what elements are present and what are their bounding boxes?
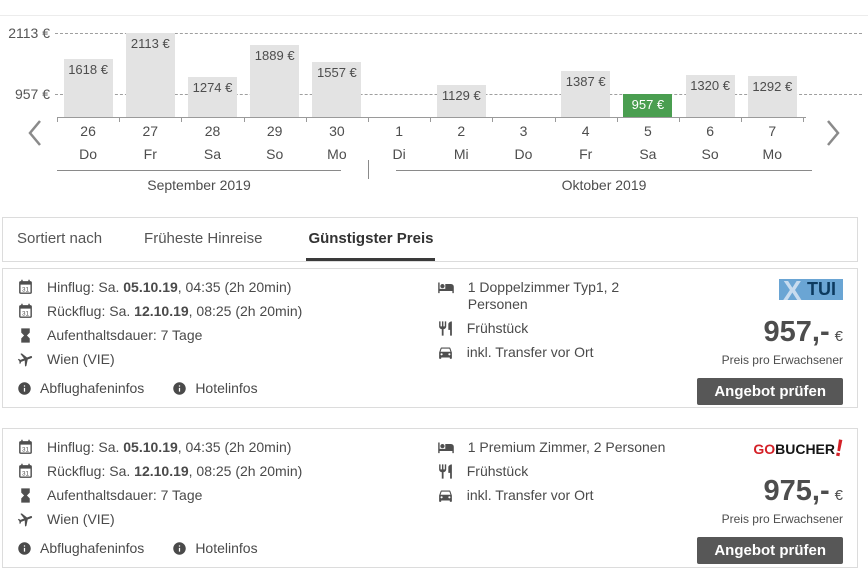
price-bar-label: 2113 €	[130, 36, 170, 51]
price-currency: €	[834, 487, 843, 504]
bed-icon	[437, 439, 455, 456]
airport-row	[17, 351, 437, 368]
month-line-oktober	[396, 170, 812, 171]
price-column	[677, 275, 843, 400]
axis-tick	[679, 117, 680, 122]
gobucher-logo-go: GO	[753, 441, 776, 457]
price-bar[interactable]	[250, 45, 299, 117]
day-number: 27	[142, 123, 159, 139]
svg-text:31: 31	[21, 470, 30, 478]
bed-icon	[437, 279, 455, 296]
month-label-september: September 2019	[147, 177, 251, 193]
gobucher-logo-rest: BUCHER	[775, 441, 835, 457]
day-number: 1	[395, 123, 403, 139]
weekday-label: Sa	[203, 146, 222, 162]
weekday-label: Mi	[453, 146, 469, 162]
price-bar-label: 1889 €	[254, 47, 295, 63]
x-axis-line	[57, 117, 806, 118]
price-bar[interactable]	[188, 77, 237, 117]
room-row	[437, 439, 678, 456]
return-flight-text: Rückflug: Sa. 12.10.19, 08:25 (2h 20min)	[47, 303, 303, 319]
outbound-flight-text: Hinflug: Sa. 05.10.19, 04:35 (2h 20min)	[47, 439, 292, 455]
price-bar-label: 1292 €	[752, 79, 793, 95]
board-text: Frühstück	[466, 320, 529, 336]
info-icon	[172, 541, 187, 556]
return-flight-row	[17, 303, 437, 320]
hourglass-icon	[17, 327, 34, 344]
axis-tick	[119, 117, 120, 122]
day-column[interactable]	[555, 123, 617, 162]
calendar-icon	[17, 463, 34, 480]
weekday-label: So	[701, 146, 719, 162]
tab-frueheste-hinreise[interactable]: Früheste Hinreise	[144, 230, 263, 247]
price-note: Preis pro Erwachsener	[721, 353, 843, 367]
price-currency: €	[834, 328, 843, 345]
duration-row	[17, 327, 437, 344]
airport-row	[17, 511, 437, 528]
day-column[interactable]	[57, 123, 119, 162]
hotel-info-link[interactable]: Hotelinfos	[172, 380, 257, 396]
transfer-text: inkl. Transfer vor Ort	[466, 487, 594, 503]
axis-tick	[555, 117, 556, 122]
transfer-row	[437, 344, 678, 361]
price-bar-label: 1557 €	[317, 65, 357, 81]
price-bar[interactable]	[686, 75, 735, 117]
duration-text: Aufenthaltsdauer: 7 Tage	[47, 487, 203, 503]
day-number: 3	[519, 123, 528, 139]
room-row	[437, 279, 678, 313]
axis-tick	[430, 117, 431, 122]
prev-week-chevron-icon[interactable]	[26, 118, 46, 148]
price-bar[interactable]	[748, 76, 797, 117]
calendar-icon	[17, 279, 34, 296]
board-row	[437, 463, 678, 480]
return-flight-row	[17, 463, 437, 480]
airplane-icon	[17, 351, 34, 368]
weekday-label: Fr	[579, 146, 593, 162]
transfer-text: inkl. Transfer vor Ort	[466, 344, 594, 360]
outbound-flight-text: Hinflug: Sa. 05.10.19, 04:35 (2h 20min)	[47, 279, 292, 295]
day-column[interactable]	[492, 123, 554, 162]
price-bar-label: 1320 €	[690, 77, 730, 93]
next-week-chevron-icon[interactable]	[822, 118, 842, 148]
board-row	[437, 320, 678, 337]
hotel-info-link[interactable]: Hotelinfos	[172, 540, 257, 556]
day-number: 6	[706, 123, 714, 139]
weekday-label: Do	[514, 146, 533, 162]
price-bar-label: 1618 €	[68, 62, 108, 78]
weekday-label: Di	[392, 146, 406, 162]
flight-details-column	[17, 439, 437, 557]
gridline-max	[55, 33, 862, 34]
day-column[interactable]	[430, 123, 492, 162]
axis-tick	[181, 117, 182, 122]
price-bar[interactable]	[312, 62, 361, 117]
price-column	[677, 434, 846, 559]
flight-details-column	[17, 279, 437, 397]
axis-tick	[244, 117, 245, 122]
day-number: 29	[266, 123, 283, 139]
axis-tick	[492, 117, 493, 122]
outbound-flight-row	[17, 279, 437, 296]
weekday-label: Sa	[639, 146, 657, 162]
svg-text:31: 31	[21, 286, 30, 294]
axis-tick	[741, 117, 742, 122]
price-note: Preis pro Erwachsener	[721, 512, 843, 526]
axis-tick	[617, 117, 618, 122]
airport-text: Wien (VIE)	[47, 351, 115, 367]
calendar-icon	[17, 303, 34, 320]
day-number: 2	[457, 123, 466, 139]
day-column[interactable]	[181, 123, 243, 162]
day-number: 28	[204, 123, 221, 139]
tui-logo-x: X	[783, 275, 802, 306]
hotel-details-column	[437, 439, 678, 557]
price-bar[interactable]	[126, 33, 175, 117]
y-axis-label-min: 957 €	[14, 86, 50, 102]
weekday-label: Fr	[143, 146, 157, 162]
hourglass-icon	[17, 487, 34, 504]
day-column[interactable]	[679, 123, 741, 162]
svg-text:31: 31	[21, 310, 30, 318]
gobucher-logo	[753, 434, 846, 463]
day-number: 5	[643, 123, 652, 139]
outbound-flight-row	[17, 439, 437, 456]
month-divider	[368, 160, 369, 179]
day-number: 26	[80, 123, 96, 139]
restaurant-icon	[437, 463, 454, 480]
price-calendar-chart	[0, 0, 868, 205]
check-offer-button[interactable]: Angebot prüfen	[697, 378, 843, 405]
price-bar-label: 1387 €	[565, 74, 606, 90]
day-number: 30	[329, 123, 345, 139]
transfer-row	[437, 487, 678, 504]
price-bar[interactable]	[437, 85, 486, 117]
tab-guenstigster-preis[interactable]: Günstigster Preis	[308, 218, 433, 261]
info-links-row	[17, 540, 437, 556]
weekday-label: Mo	[327, 146, 347, 162]
price-line	[764, 316, 843, 349]
day-number: 7	[768, 123, 777, 139]
duration-row	[17, 487, 437, 504]
price-bar-label: 1129 €	[441, 87, 481, 103]
price-value: 975,-	[763, 475, 830, 507]
price-bar[interactable]	[64, 59, 113, 117]
airport-info-link[interactable]: Abflughafeninfos	[17, 380, 144, 396]
axis-tick	[306, 117, 307, 122]
axis-tick	[368, 117, 369, 122]
airport-text: Wien (VIE)	[47, 511, 115, 527]
info-icon	[172, 381, 187, 396]
month-line-september	[57, 170, 341, 171]
return-flight-text: Rückflug: Sa. 12.10.19, 08:25 (2h 20min)	[47, 463, 303, 479]
weekday-label: Do	[79, 146, 98, 162]
y-axis-label-max: 2113 €	[8, 25, 50, 41]
price-bar-selected[interactable]	[623, 94, 672, 117]
day-column[interactable]	[306, 123, 368, 162]
day-column[interactable]	[119, 123, 181, 162]
info-icon	[17, 541, 32, 556]
airport-info-link[interactable]: Abflughafeninfos	[17, 540, 144, 556]
svg-text:31: 31	[21, 446, 30, 454]
chart-top-border	[0, 15, 868, 16]
day-column[interactable]	[368, 123, 430, 162]
axis-tick	[803, 117, 804, 122]
price-line	[764, 475, 843, 508]
axis-tick	[57, 117, 58, 122]
restaurant-icon	[437, 320, 454, 337]
price-bar[interactable]	[561, 71, 610, 117]
offer-card-gobucher	[2, 428, 858, 568]
room-text: 1 Doppelzimmer Typ1, 2 Personen	[467, 279, 620, 312]
info-icon	[17, 381, 32, 396]
day-column[interactable]	[244, 123, 306, 162]
hotel-details-column	[437, 279, 678, 397]
month-label-oktober: Oktober 2019	[561, 177, 647, 193]
weekday-label: So	[266, 146, 284, 162]
duration-text: Aufenthaltsdauer: 7 Tage	[47, 327, 203, 343]
car-icon	[437, 344, 454, 361]
room-text: 1 Premium Zimmer, 2 Personen	[467, 439, 666, 455]
day-column[interactable]	[617, 123, 679, 162]
car-icon	[437, 487, 454, 504]
offer-card-tui	[2, 268, 858, 408]
sort-label: Sortiert nach	[17, 230, 103, 247]
price-bar-label: 1274 €	[192, 80, 233, 96]
sort-tabbar	[2, 217, 858, 262]
price-value: 957,-	[763, 316, 830, 348]
tui-logo-text: TUI	[807, 279, 836, 299]
gobucher-logo-bang: !	[832, 434, 846, 463]
price-bar-label: 957 €	[631, 97, 665, 112]
weekday-label: Mo	[762, 146, 782, 162]
airplane-icon	[17, 511, 34, 528]
info-links-row	[17, 380, 437, 396]
tui-logo	[779, 275, 843, 306]
day-number: 4	[581, 123, 590, 139]
day-column[interactable]	[741, 123, 803, 162]
check-offer-button[interactable]: Angebot prüfen	[697, 537, 843, 564]
board-text: Frühstück	[466, 463, 529, 479]
calendar-icon	[17, 439, 34, 456]
